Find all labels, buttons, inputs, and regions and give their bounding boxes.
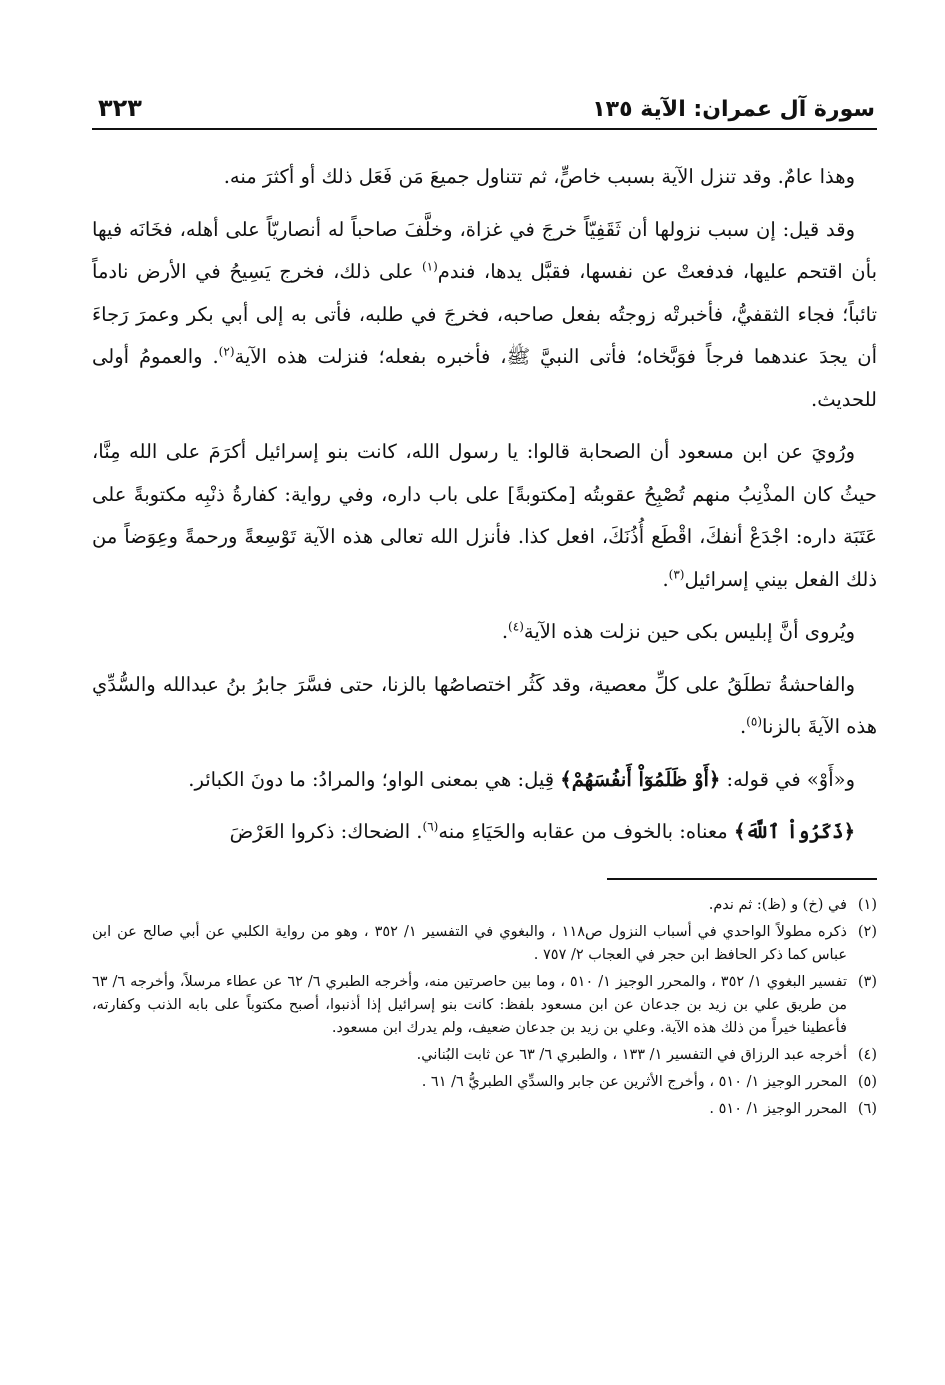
paragraph-5: [92, 664, 877, 749]
footnote-number: (٦): [857, 1100, 877, 1117]
header-title: سورة آل عمران: الآية ١٣٥: [592, 97, 875, 122]
footnote: [92, 921, 877, 967]
footnote-number: (١): [857, 896, 877, 913]
paragraph-text: ورُويَ عن ابن مسعود أن الصحابة قالوا: يا رسول الله، كانت بنو إسرائيل أكرَمَ على الله مِنَّا، حيثُ كان المذْنِبُ منهم تُصْبِحُ عقوبتُه [مكتوبةً] على باب داره، وفي رواية: كفارةُ ذنْبِه مكتوبةً على عَتَبَة داره: اجْدَعْ أنفكَ، اقْطَع أُذُنَكَ، افعل كذا. فأنزل الله تعالى هذه الآية تَوْسِعةً ورحمةً وعِوَضاً من ذلك الفعل بيني إسرائيل: [92, 440, 877, 591]
footnote-ref-6: (٦): [422, 819, 439, 834]
paragraph-2: [92, 209, 877, 422]
paragraph-1: [92, 156, 877, 199]
paragraph-text: على ذلك، فخرج يَسِيحُ في الأرض نادماً تائباً؛ فجاء الثقفيُّ، فأخبرتْه زوجتُه بفعل صاحبه، فخرجَ في طلبه، فأتى به إلى أبي بكر وعمرَ رَجاءَ أن يجدَ عندهما فرجاً فوَبَّخاه؛ فأتى النبيَّ ﷺ، فأخبره بفعله؛ فنزلت هذه الآية: [92, 260, 877, 368]
quran-quote: ﴿أَوْ ظَلَمُوٓاْ أَنفُسَهُمْ﴾: [560, 767, 721, 791]
paragraph-text: .: [739, 715, 747, 738]
footnote: [92, 971, 877, 1040]
paragraph-7: [92, 811, 877, 854]
footnote-text: ذكره مطولاً الواحدي في أسباب النزول ص١١٨ ، والبغوي في التفسير ١/ ٣٥٢ ، وهو من رواية الكلبي عن أبي صالح عن ابن عباس كما ذكر الحافظ ابن حجر في العجاب ٢/ ٧٥٧ .: [92, 923, 848, 963]
footnote: [92, 894, 877, 917]
footnote: [92, 1044, 877, 1067]
paragraph-3: [92, 431, 877, 601]
book-page: [92, 88, 877, 1368]
paragraph-text: .: [662, 567, 669, 591]
footnote-text: في (خ) و (ظ): ثم ندم.: [708, 896, 847, 913]
footnote-number: (٢): [857, 923, 877, 940]
paragraph-text: .: [501, 620, 509, 643]
paragraph-text: و«أَوْ» في قوله:: [720, 767, 855, 791]
paragraph-text: والفاحشةُ تطلَقُ على كلِّ معصية، وقد كَثُر اختصاصُها بالزنا، حتى فسَّرَ جابرُ بنُ عبدالله والسُّدِّي هذه الآيةَ بالزنا: [92, 672, 877, 738]
footnote-number: (٤): [857, 1046, 877, 1063]
paragraph-6: [92, 759, 877, 802]
paragraph-text: قِيل: هي بمعنى الواو؛ والمرادُ: ما دونَ الكبائر.: [188, 767, 561, 791]
paragraph-text: . الضحاك: ذكروا العَرْضَ: [229, 820, 423, 843]
footnotes: [92, 894, 877, 1121]
footnote: [92, 1071, 877, 1094]
page-number: ٣٢٣: [98, 94, 142, 122]
footnote-text: المحرر الوجيز ١/ ٥١٠ ، وأخرج الأثرين عن جابر والسدِّي الطبريُّ ٦/ ٦١ .: [421, 1073, 847, 1090]
main-text: [92, 156, 877, 854]
paragraph-text: . والعمومُ أولى للحديث.: [92, 345, 877, 411]
footnote-separator: [607, 878, 877, 880]
paragraph-text: وقد قيل: إن سبب نزولها أن ثَقَفِيّاً خرجَ في غزاة، وخلَّفَ صاحباً له أنصاريّاً على أهله، فخَانَه فيها بأن اقتحم عليها، فدفعتْ عن نفسها، فقبَّل يدها، فندم: [92, 217, 877, 283]
footnote-number: (٥): [857, 1073, 877, 1090]
quran-quote: ﴿ذَكَرُواْ ٱللَّهَ﴾: [733, 820, 855, 843]
footnote-ref-3: (٣): [668, 567, 685, 581]
footnote-ref-1: (١): [421, 259, 438, 274]
paragraph-4: [92, 611, 877, 654]
running-header: [92, 88, 877, 130]
paragraph-text: معناه: بالخوف من عقابه والحَيَاءِ منه: [438, 820, 734, 843]
footnote-ref-4: (٤): [508, 619, 524, 634]
footnote-text: تفسير البغوي ١/ ٣٥٢ ، والمحرر الوجيز ١/ ٥١٠ ، وما بين حاصرتين منه، وأخرجه الطبري ٦/ ٦٢ عن عطاء مرسلاً، وأخرجه ٦/ ٦٣ من طريق علي بن زيد بن جدعان عن ابن مسعود بلفظ: كانت بنو إسرائيل إذا أذنبوا، أصبح مكتوباً على بابه الذنب وكفارته، فأعطينا خيراً من ذلك هذه الآية. وعلي بن زيد بن جدعان ضعيف، ولم يدرك ابن مسعود.: [92, 973, 848, 1036]
footnote-number: (٣): [857, 973, 877, 990]
footnote-ref-2: (٢): [218, 344, 235, 359]
paragraph-text: ويُروى أنَّ إبليس بكى حين نزلت هذه الآية: [523, 620, 855, 643]
footnote-text: أخرجه عبد الرزاق في التفسير ١/ ١٣٣ ، والطبري ٦/ ٦٣ عن ثابت البُناني.: [416, 1046, 847, 1063]
footnote: [92, 1098, 877, 1121]
paragraph-text: وهذا عامٌ. وقد تنزل الآية بسبب خاصٍّ، ثم تتناول جميعَ مَن فَعَل ذلك أو أكثرَ منه.: [223, 165, 855, 188]
footnote-text: المحرر الوجيز ١/ ٥١٠ .: [709, 1100, 847, 1117]
footnote-ref-5: (٥): [746, 714, 762, 729]
